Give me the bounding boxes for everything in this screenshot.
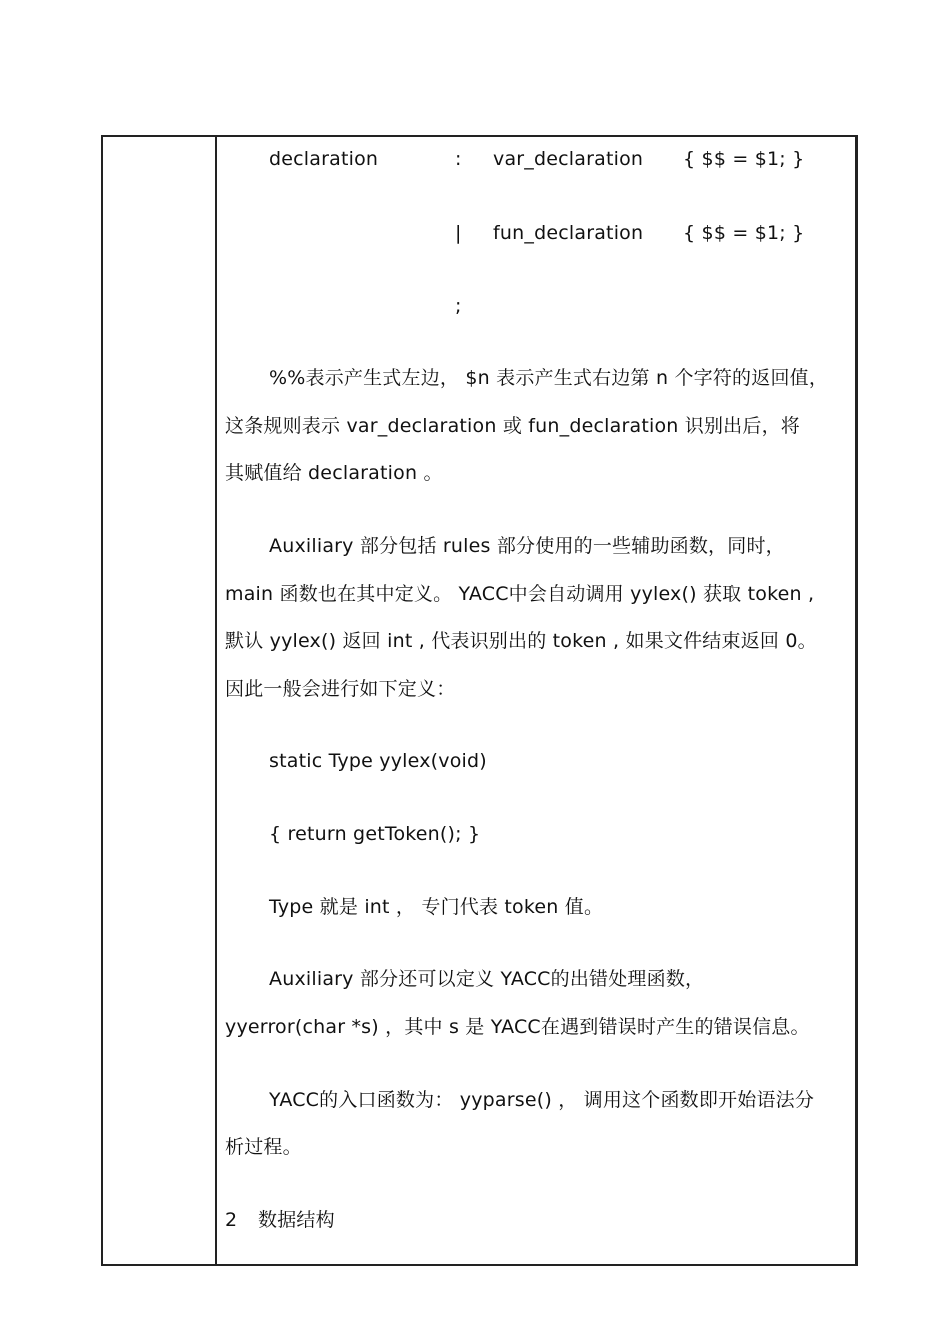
para2-line4: 因此一般会进行如下定义：	[225, 678, 456, 700]
section-number: 2	[225, 1209, 238, 1231]
section-title: 数据结构	[258, 1209, 335, 1231]
grammar-bar: |	[455, 222, 462, 244]
grammar-rhs-1: var_declaration	[493, 148, 644, 170]
grammar-action-1: { $$ = $1; }	[683, 148, 805, 170]
grammar-semicolon: ;	[455, 295, 462, 317]
code-line2: { return getToken(); }	[269, 823, 481, 845]
para5-line2: 析过程。	[225, 1136, 302, 1158]
para2-line3: 默认 yylex() 返回 int , 代表识别出的 token , 如果文件结束返回 0。	[225, 630, 817, 652]
grammar-lhs: declaration	[269, 148, 379, 170]
para1-line2: 这条规则表示 var_declaration 或 fun_declaration 识别出后，将	[225, 415, 800, 437]
table-column-divider	[215, 135, 217, 1266]
para2-line2: main 函数也在其中定义。 YACC中会自动调用 yylex() 获取 token ,	[225, 583, 815, 605]
para2-line1: Auxiliary 部分包括 rules 部分使用的一些辅助函数，同时，	[269, 535, 785, 557]
grammar-colon: :	[455, 148, 462, 170]
grammar-rhs-2: fun_declaration	[493, 222, 644, 244]
para4-line2: yyerror(char *s) ，其中 s 是 YACC在遇到错误时产生的错误信息。	[225, 1016, 810, 1038]
para5-line1: YACC的入口函数为： yyparse() ， 调用这个函数即开始语法分	[269, 1089, 815, 1111]
code-line1: static Type yylex(void)	[269, 750, 487, 772]
para3: Type 就是 int ， 专门代表 token 值。	[269, 896, 604, 918]
para1-line1: %%表示产生式左边， $n 表示产生式右边第 n 个字符的返回值，	[269, 367, 829, 389]
para4-line1: Auxiliary 部分还可以定义 YACC的出错处理函数，	[269, 968, 705, 990]
grammar-action-2: { $$ = $1; }	[683, 222, 805, 244]
para1-line3: 其赋值给 declaration 。	[225, 462, 443, 484]
